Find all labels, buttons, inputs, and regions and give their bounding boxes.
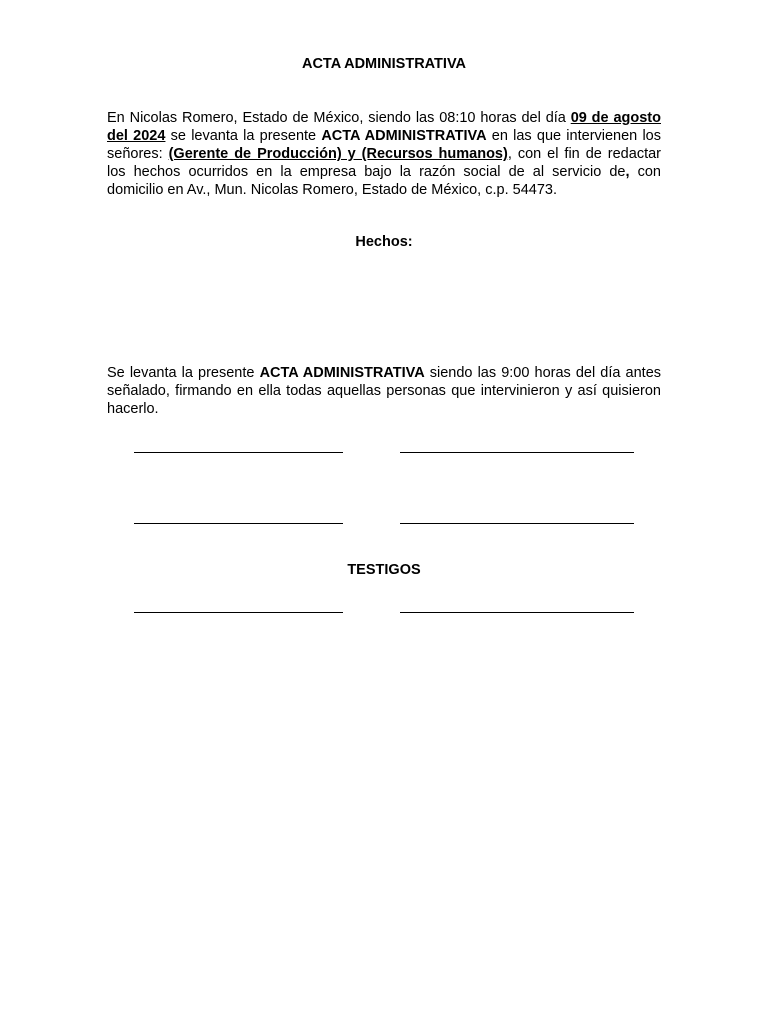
closing-text-2: siendo las 9:00 horas del día antes señalado, firmando en ella todas aquellas personas que intervinieron y así quisieron hacerlo. bbox=[107, 365, 662, 417]
intro-text-2: se levanta la presente bbox=[165, 128, 322, 144]
witness-signature-line bbox=[400, 612, 634, 613]
intro-date: 09 de agosto del 2024 bbox=[107, 110, 661, 144]
intro-acta-label: ACTA ADMINISTRATIVA bbox=[321, 128, 487, 144]
closing-acta-label: ACTA ADMINISTRATIVA bbox=[259, 365, 425, 381]
intro-participants: (Gerente de Producción) y (Recursos humanos) bbox=[168, 146, 508, 162]
signature-line bbox=[134, 523, 343, 524]
signature-line bbox=[134, 452, 343, 453]
closing-paragraph bbox=[107, 364, 661, 418]
intro-text-3: en las que intervienen los señores: bbox=[107, 128, 661, 162]
intro-blank-field: , bbox=[625, 164, 630, 180]
intro-text-5: con domicilio en Av., Mun. Nicolas Romero, Estado de México, c.p. 54473. bbox=[107, 164, 661, 198]
witness-signature-line bbox=[134, 612, 343, 613]
closing-text-1: Se levanta la presente bbox=[107, 365, 260, 381]
hechos-heading: Hechos: bbox=[355, 234, 413, 250]
intro-text-4: , con el fin de redactar los hechos ocurridos en la empresa bajo la razón social de al servicio de bbox=[107, 146, 661, 180]
intro-text-1: En Nicolas Romero, Estado de México, siendo las 08:10 horas del día bbox=[107, 110, 571, 126]
testigos-heading: TESTIGOS bbox=[347, 562, 421, 578]
signature-line bbox=[400, 452, 634, 453]
intro-paragraph bbox=[107, 109, 661, 199]
document-title: ACTA ADMINISTRATIVA bbox=[301, 56, 467, 72]
signature-line bbox=[400, 523, 634, 524]
